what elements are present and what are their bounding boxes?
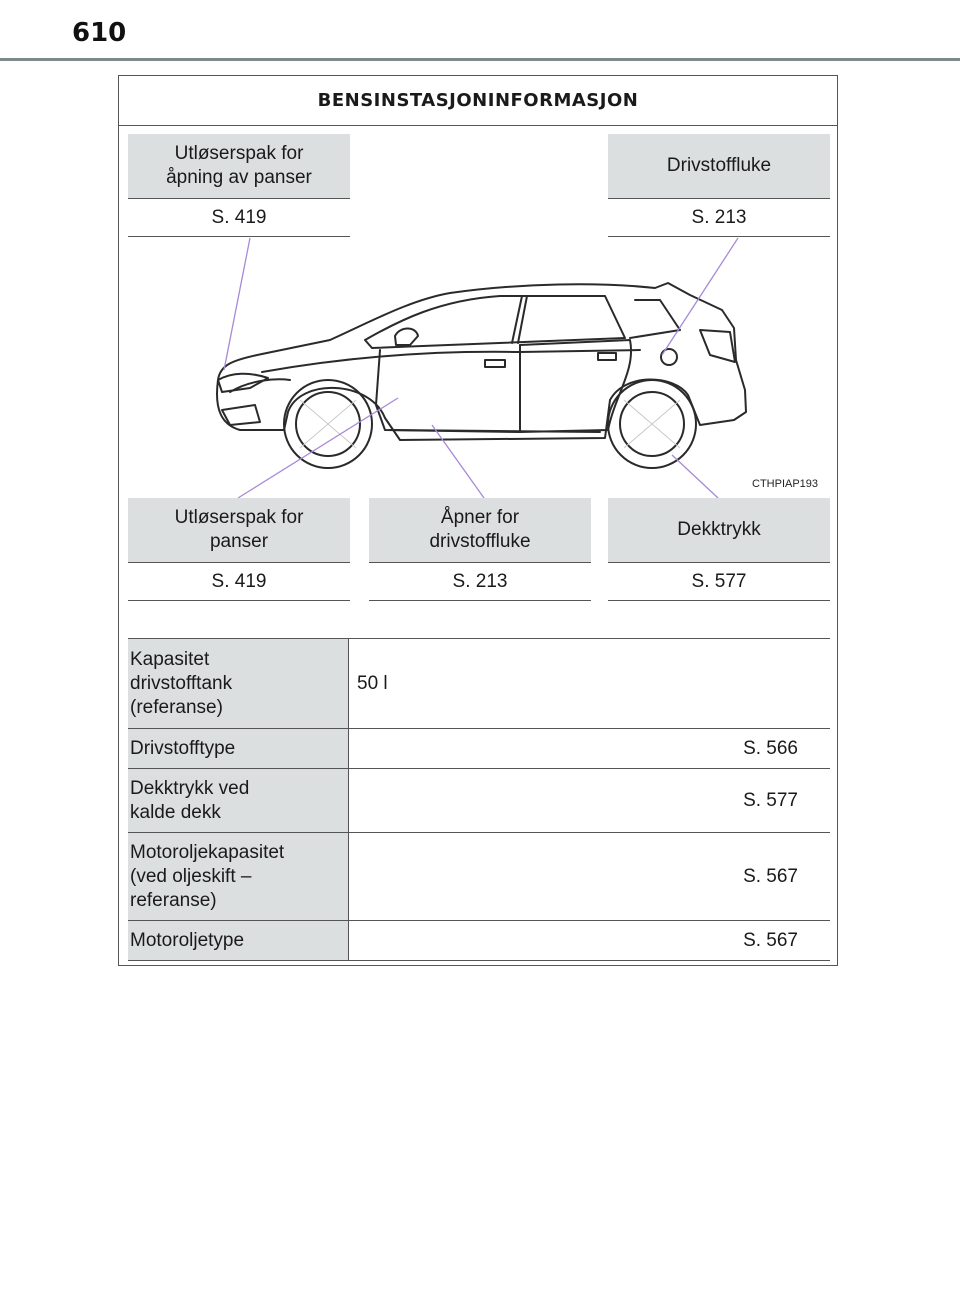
window-line	[365, 296, 625, 348]
door-line	[376, 345, 520, 432]
callout-hood-release-bottom	[128, 498, 350, 601]
spec-key: Drivstofftype	[128, 729, 349, 768]
page-number: 610	[72, 18, 127, 48]
callout-tire-pressure	[608, 498, 830, 601]
fuel-door-cap	[661, 349, 677, 365]
callout-label: Utløserspak for panser	[128, 498, 350, 562]
spec-value: 50 l	[357, 672, 388, 694]
spec-value: S. 577	[743, 789, 798, 811]
spec-table	[128, 638, 830, 961]
callout-label: Åpner for drivstoffluke	[369, 498, 591, 562]
mirror	[395, 329, 418, 346]
spec-key: Dekktrykk ved kalde dekk	[128, 769, 349, 832]
spec-value: S. 567	[743, 865, 798, 887]
callout-page-ref: S. 213	[608, 198, 830, 237]
callout-fuel-door-opener	[369, 498, 591, 601]
diagram-code: CTHPIAP193	[752, 478, 819, 490]
callout-label: Dekktrykk	[608, 498, 830, 562]
table-row	[128, 769, 830, 833]
spec-key: Motoroljetype	[128, 921, 349, 960]
table-row	[128, 921, 830, 961]
spec-key: Kapasitet drivstofftank (referanse)	[128, 639, 349, 728]
callout-page-ref: S. 577	[608, 562, 830, 601]
headlight	[218, 374, 268, 392]
callout-page-ref: S. 419	[128, 198, 350, 237]
callout-page-ref: S. 213	[369, 562, 591, 601]
spec-value: S. 567	[743, 929, 798, 951]
callout-page-ref: S. 419	[128, 562, 350, 601]
spec-value: S. 566	[743, 737, 798, 759]
spec-key: Motoroljekapasitet (ved oljeskift – referanse)	[128, 833, 349, 920]
table-row	[128, 639, 830, 729]
leader-lines	[224, 238, 738, 498]
table-row	[128, 833, 830, 921]
callout-label: Utløserspak for åpning av panser	[128, 134, 350, 198]
table-row	[128, 729, 830, 769]
callout-label: Drivstoffluke	[608, 134, 830, 198]
section-title: BENSINSTASJONINFORMASJON	[119, 76, 837, 126]
